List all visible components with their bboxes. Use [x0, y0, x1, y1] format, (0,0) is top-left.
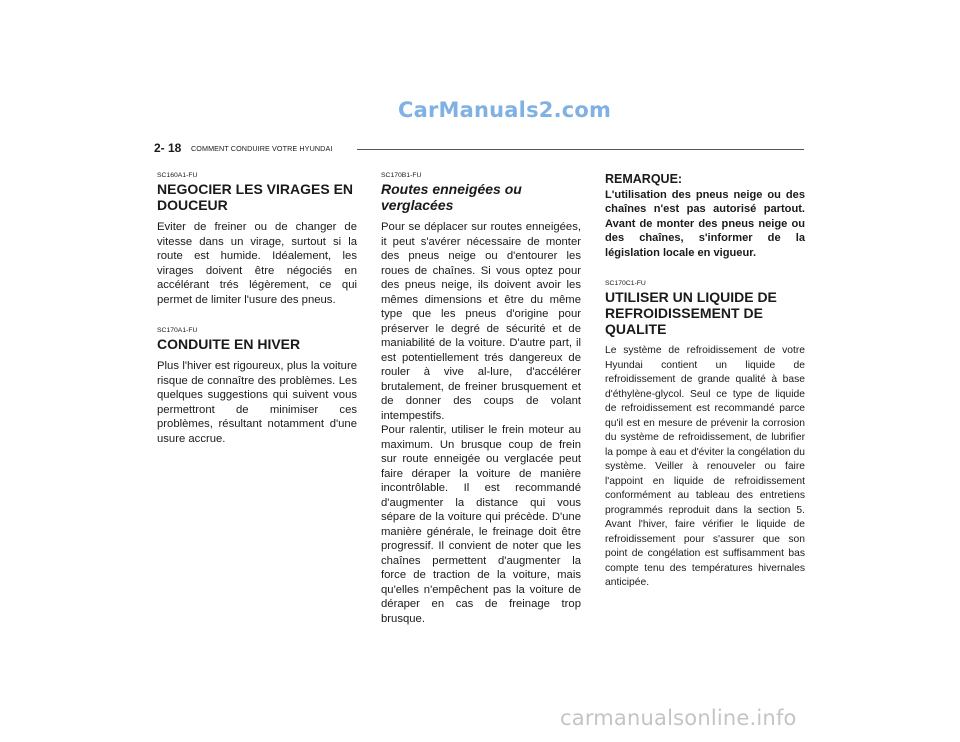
page-number: 2- 18 [154, 141, 182, 155]
section-body: Pour ralentir, utiliser le frein moteur au maximum. Un brusque coup de frein sur route enneigée ou verglacée peut faire déraper la voiture de manière incontrôlable. Il est recommandé d'augmenter la distance qui vous sépare de la voiture qui précède. D'une manière générale, le freinage doit être progressif. Il convient de noter que les chaînes permettent d'augmenter la force de traction de la voiture, mais qu'elles n'empêchent pas la voiture de déraper en cas de freinage trop brusque. [381, 424, 581, 625]
section-code: SC170A1-FU [157, 327, 198, 334]
section-code: SC160A1-FU [157, 172, 198, 179]
section-body: Plus l'hiver est rigoureux, plus la voiture risque de connaître des problèmes. Les quelques suggestions qui suivent vous permettront de minimiser ces problèmes, résultant notamment d'une usure accrue. [157, 360, 357, 445]
section-body: Pour se déplacer sur routes enneigées, it peut s'avérer nécessaire de monter des pneus neige ou d'entourer les roues de chaînes. Si vous optez pour des pneus neige, ils doivent avoir les mêmes dimensions et être du même type que les pneus d'origine pour préserver le degré de sécurité et de maniabilité de la voiture. D'autre part, il est potentiellement trés dangereux de rouler à vive al-lure, d'accélérer brutalement, de freiner brusquement et de donner des coups de volant intempestifs. [381, 221, 581, 422]
watermark-bottom[interactable]: carmanualsonline.info [560, 706, 797, 730]
section-body: Eviter de freiner ou de changer de vitesse dans un virage, surtout si la route est humide. Idéalement, les virages doivent être négociés en accélérant trés légèrement, ce qui permet de limiter l'usure des pneus. [157, 221, 357, 306]
header-rule [357, 149, 804, 150]
section-heading: UTILISER UN LIQUIDE DE REFROIDISSEMENT DE QUALITE [605, 289, 777, 338]
column-1 [157, 172, 357, 446]
note-body: L'utilisation des pneus neige ou des chaînes n'est pas autorisé partout. Avant de monter des pneus neige ou des chaînes, s'informer de la législation locale en vigueur. [605, 189, 805, 259]
note-title: REMARQUE: [605, 172, 683, 186]
section-heading: Routes enneigées ou verglacées [381, 181, 522, 213]
column-3 [605, 172, 805, 591]
section-body: Le système de refroidissement de votre Hyundai contient un liquide de refroidissement de grande qualité à base d'éthylène-glycol. Seul ce type de liquide de refroidissement est recommandé parce qu'il est en mesure de prévenir la corrosion du système de refroidissement, de lubrifier la pompe à eau et d'éviter la congélation du système. Veiller à renouveler ou faire l'appoint en liquide de refroidissement conformément au tableau des entretiens programmés reproduit dans la section 5. Avant l'hiver, faire vérifier le liquide de refroidissement pour s'assurer que son point de congélation est suffisamment bas compte tenu des températures hivernales anticipée. [605, 345, 805, 589]
section-heading: CONDUITE EN HIVER [157, 336, 301, 352]
section-code: SC170C1-FU [605, 280, 646, 288]
section-title: COMMENT CONDUIRE VOTRE HYUNDAI [191, 144, 333, 153]
section-code: SC170B1-FU [381, 172, 422, 179]
page-header [154, 141, 804, 155]
section-heading: NEGOCIER LES VIRAGES EN DOUCEUR [157, 181, 354, 213]
column-2 [381, 172, 581, 626]
watermark-top[interactable]: CarManuals2.com [398, 98, 612, 122]
